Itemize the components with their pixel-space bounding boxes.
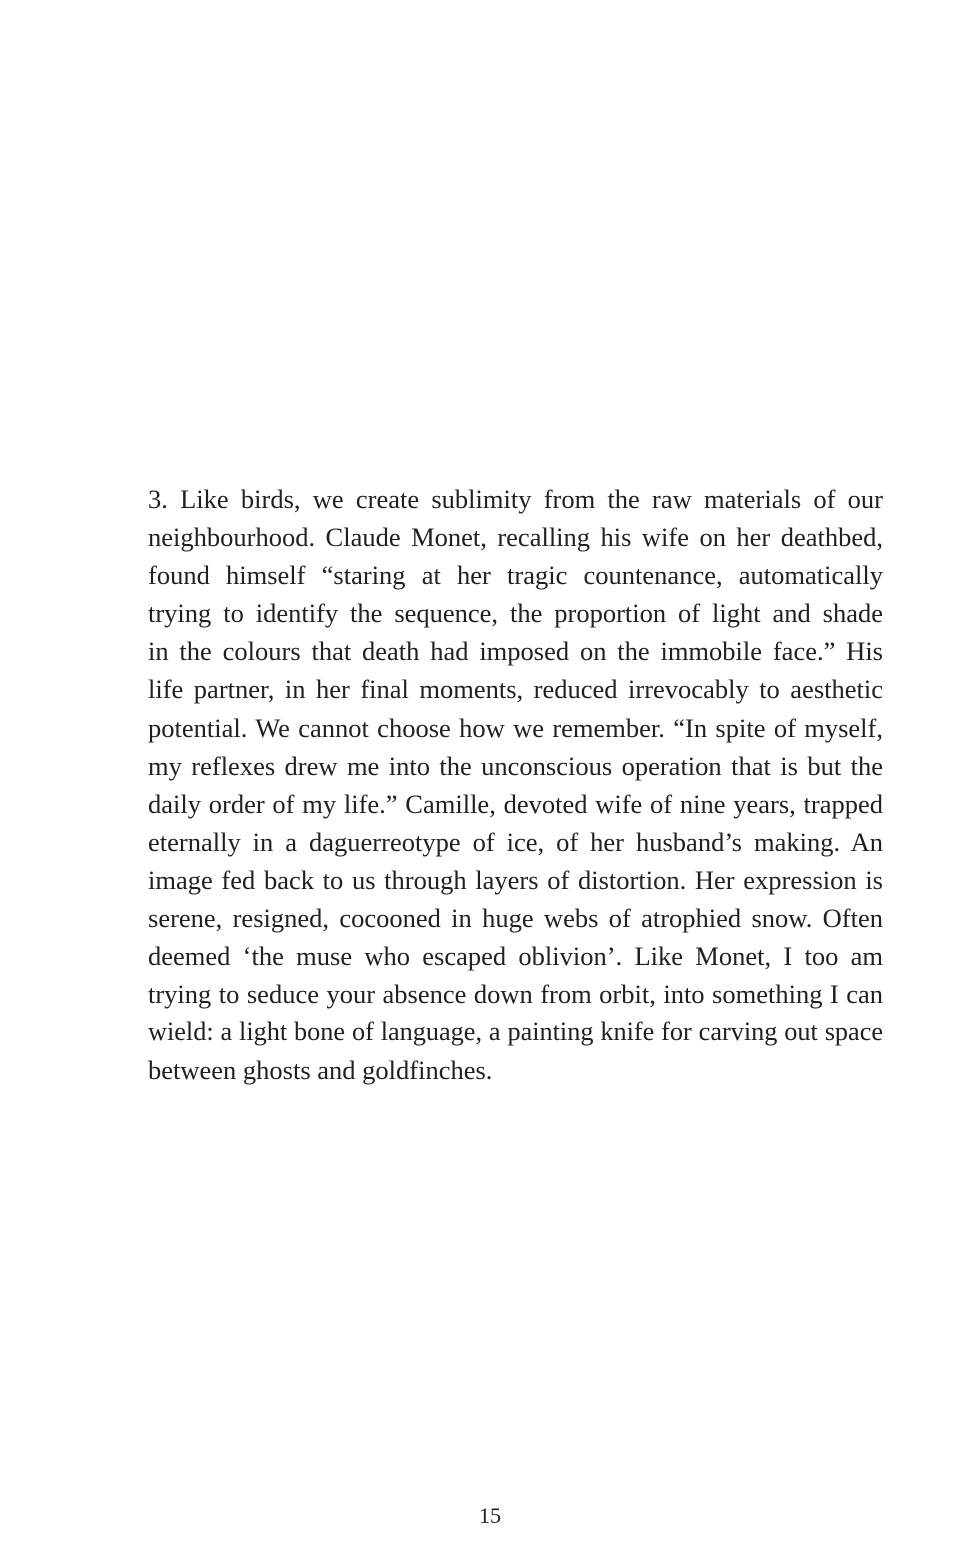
- paragraph-line: deemed ‘the muse who escaped oblivion’. Like Monet, I too am: [148, 941, 883, 972]
- paragraph-line: neighbourhood. Claude Monet, recalling his wife on her deathbed,: [148, 522, 883, 553]
- page-number: 15: [479, 1503, 501, 1528]
- paragraph-line: life partner, in her final moments, reduced irrevocably to aesthetic: [148, 674, 883, 705]
- paragraph-line: wield: a light bone of language, a painting knife for carving out space: [148, 1017, 883, 1047]
- paragraph-line: image fed back to us through layers of distortion. Her expression is: [148, 864, 883, 895]
- body-paragraph: [148, 480, 883, 1090]
- paragraph-line: 3. Like birds, we create sublimity from the raw materials of our: [148, 484, 883, 514]
- paragraph-line: between ghosts and goldfinches.: [148, 1055, 493, 1086]
- paragraph-line: in the colours that death had imposed on the immobile face.” His: [148, 636, 883, 667]
- paragraph-line: found himself “staring at her tragic countenance, automatically: [148, 560, 883, 591]
- paragraph-line: potential. We cannot choose how we remember. “In spite of myself,: [148, 712, 883, 743]
- paragraph-line: my reflexes drew me into the unconscious operation that is but the: [148, 750, 883, 781]
- paragraph-line: trying to identify the sequence, the proportion of light and shade: [148, 598, 883, 629]
- paragraph-line: eternally in a daguerreotype of ice, of her husband’s making. An: [148, 826, 883, 857]
- paragraph-line: daily order of my life.” Camille, devoted wife of nine years, trapped: [148, 788, 883, 819]
- paragraph-line: trying to seduce your absence down from orbit, into something I can: [148, 979, 883, 1010]
- paragraph-line: serene, resigned, cocooned in huge webs of atrophied snow. Often: [148, 903, 883, 934]
